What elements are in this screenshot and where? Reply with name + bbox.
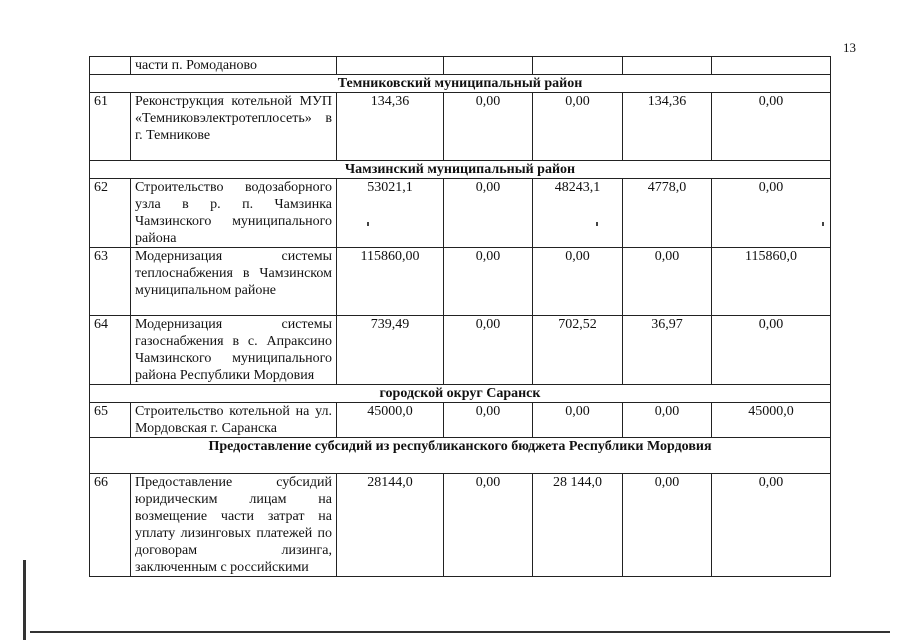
row-number-cell: [90, 57, 131, 75]
value-col-2: 0,00: [444, 316, 533, 385]
value-col-3: 0,00: [533, 403, 623, 438]
value-col-3: 702,52: [533, 316, 623, 385]
value-total: 739,49: [337, 316, 444, 385]
row-name: Предоставление субсидий юридическим лицам на возмещение части затрат на уплату лизинговых платежей по договорам лизинга, заключенным с российскими: [131, 474, 337, 577]
row-number: 62: [90, 179, 131, 248]
value-total: 115860,00: [337, 248, 444, 316]
value-col-5: 0,00: [712, 179, 831, 248]
value-col-3: 0,00: [533, 248, 623, 316]
value-total: 45000,0: [337, 403, 444, 438]
table-row: [90, 93, 831, 161]
table-row: [90, 403, 831, 438]
value-col-4: 0,00: [623, 403, 712, 438]
section-title: Чамзинский муниципальный район: [90, 161, 831, 179]
value-total: 53021,1: [337, 179, 444, 248]
scan-speck: [596, 222, 598, 226]
table-row: [90, 474, 831, 577]
row-number: 65: [90, 403, 131, 438]
value-col-3: 0,00: [533, 93, 623, 161]
value-cell: [337, 57, 444, 75]
scan-speck: [367, 222, 369, 226]
value-col-5: 0,00: [712, 316, 831, 385]
section-header-row: [90, 161, 831, 179]
value-col-2: 0,00: [444, 93, 533, 161]
value-col-2: 0,00: [444, 474, 533, 577]
row-number: 61: [90, 93, 131, 161]
value-total: 28144,0: [337, 474, 444, 577]
page-number: 13: [843, 40, 856, 55]
row-name: Строительство водозаборного узла в р. п. Чамзинка Чамзинского муниципального района: [131, 179, 337, 248]
scan-speck: [822, 222, 824, 226]
value-col-4: 4778,0: [623, 179, 712, 248]
value-col-4: 36,97: [623, 316, 712, 385]
budget-table: [89, 56, 831, 577]
value-cell: [623, 57, 712, 75]
value-col-4: 134,36: [623, 93, 712, 161]
table-row: [90, 316, 831, 385]
value-cell: [444, 57, 533, 75]
row-number: 66: [90, 474, 131, 577]
scan-edge-left: [23, 560, 26, 640]
section-title: Темниковский муниципальный район: [90, 75, 831, 93]
row-name: Модернизация системы газоснабжения в с. Апраксино Чамзинского муниципального района Республики Мордовия: [131, 316, 337, 385]
value-col-2: 0,00: [444, 403, 533, 438]
value-total: 134,36: [337, 93, 444, 161]
value-col-5: 45000,0: [712, 403, 831, 438]
section-title: Предоставление субсидий из республиканского бюджета Республики Мордовия: [90, 438, 831, 474]
value-col-3: 48243,1: [533, 179, 623, 248]
value-col-2: 0,00: [444, 179, 533, 248]
table-row-continued: [90, 57, 831, 75]
row-name: Модернизация системы теплоснабжения в Чамзинском муниципальном районе: [131, 248, 337, 316]
value-col-5: 0,00: [712, 93, 831, 161]
value-col-5: 0,00: [712, 474, 831, 577]
value-col-4: 0,00: [623, 474, 712, 577]
value-cell: [712, 57, 831, 75]
row-number: 64: [90, 316, 131, 385]
table-row: [90, 248, 831, 316]
value-col-5: 115860,0: [712, 248, 831, 316]
table-row: [90, 179, 831, 248]
scan-edge-bottom: [30, 631, 890, 633]
section-title: городской округ Саранск: [90, 385, 831, 403]
value-col-3: 28 144,0: [533, 474, 623, 577]
row-number: 63: [90, 248, 131, 316]
row-name-cell: части п. Ромоданово: [131, 57, 337, 75]
value-col-4: 0,00: [623, 248, 712, 316]
row-name: Строительство котельной на ул. Мордовская г. Саранска: [131, 403, 337, 438]
section-header-row: [90, 75, 831, 93]
section-header-row: [90, 438, 831, 474]
value-cell: [533, 57, 623, 75]
row-name: Реконструкция котельной МУП «Темниковэлектротеплосеть» в г. Темникове: [131, 93, 337, 161]
section-header-row: [90, 385, 831, 403]
value-col-2: 0,00: [444, 248, 533, 316]
